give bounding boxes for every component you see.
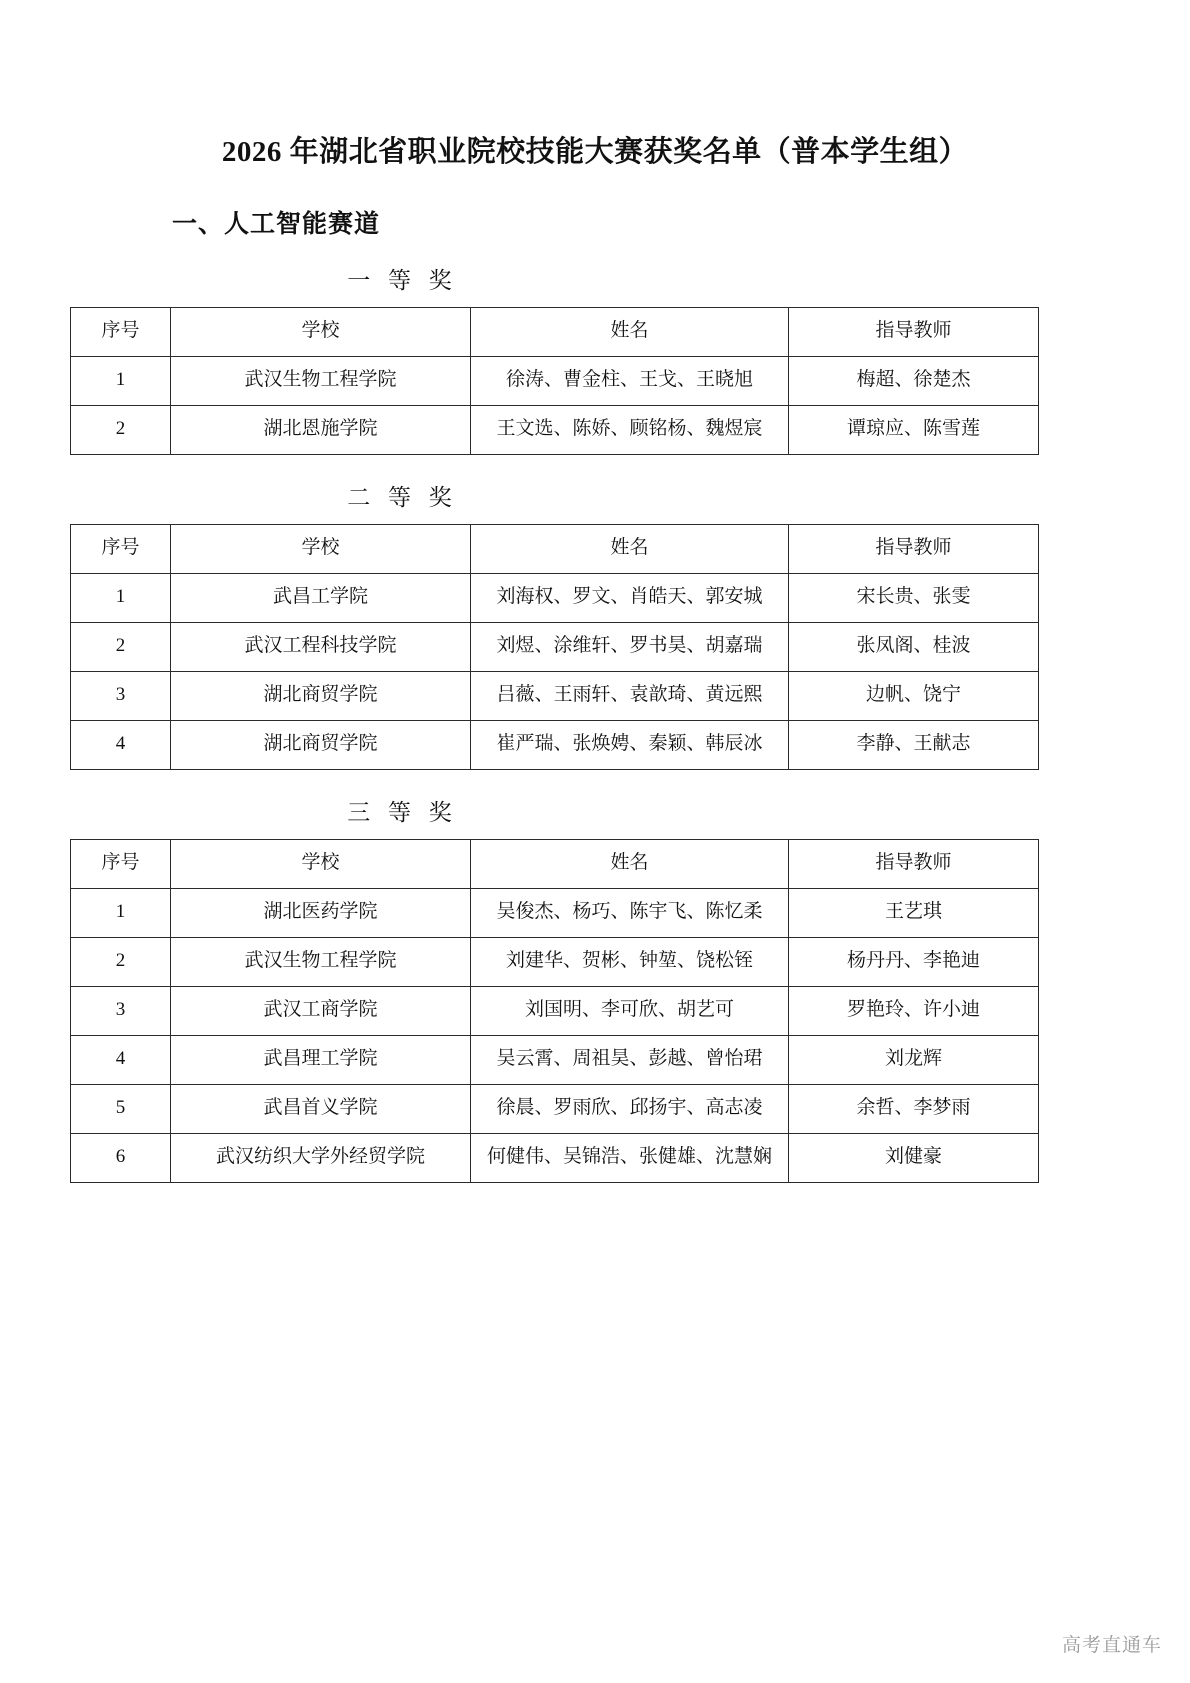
column-header: 指导教师 bbox=[789, 524, 1039, 573]
cell-names: 吴俊杰、杨巧、陈宇飞、陈忆柔 bbox=[471, 888, 789, 937]
cell-index: 1 bbox=[71, 573, 171, 622]
cell-names: 刘海权、罗文、肖皓天、郭安城 bbox=[471, 573, 789, 622]
table-header-row bbox=[71, 839, 1039, 888]
table-row bbox=[71, 405, 1039, 454]
cell-school: 武昌理工学院 bbox=[171, 1035, 471, 1084]
cell-school: 武汉生物工程学院 bbox=[171, 937, 471, 986]
cell-names: 吴云霄、周祖昊、彭越、曾怡珺 bbox=[471, 1035, 789, 1084]
cell-school: 湖北医药学院 bbox=[171, 888, 471, 937]
column-header: 序号 bbox=[71, 839, 171, 888]
cell-teachers: 罗艳玲、许小迪 bbox=[789, 986, 1039, 1035]
cell-school: 武汉生物工程学院 bbox=[171, 356, 471, 405]
cell-names: 刘国明、李可欣、胡艺可 bbox=[471, 986, 789, 1035]
cell-names: 王文选、陈娇、顾铭杨、魏煜宸 bbox=[471, 405, 789, 454]
award-section bbox=[0, 457, 1190, 770]
cell-teachers: 刘健豪 bbox=[789, 1133, 1039, 1182]
cell-teachers: 刘龙辉 bbox=[789, 1035, 1039, 1084]
column-header: 学校 bbox=[171, 839, 471, 888]
award-table bbox=[70, 524, 1039, 770]
cell-index: 2 bbox=[71, 937, 171, 986]
cell-names: 徐涛、曹金柱、王戈、王晓旭 bbox=[471, 356, 789, 405]
column-header: 学校 bbox=[171, 307, 471, 356]
column-header: 姓名 bbox=[471, 307, 789, 356]
award-table bbox=[70, 839, 1039, 1183]
cell-names: 吕薇、王雨轩、袁歆琦、黄远熙 bbox=[471, 671, 789, 720]
table-header-row bbox=[71, 307, 1039, 356]
cell-teachers: 边帆、饶宁 bbox=[789, 671, 1039, 720]
award-section bbox=[0, 240, 1190, 455]
cell-school: 武汉工程科技学院 bbox=[171, 622, 471, 671]
table-row bbox=[71, 1035, 1039, 1084]
award-sections bbox=[0, 240, 1190, 1183]
table-header-row bbox=[71, 524, 1039, 573]
table-row bbox=[71, 937, 1039, 986]
cell-teachers: 王艺琪 bbox=[789, 888, 1039, 937]
table-row bbox=[71, 356, 1039, 405]
cell-school: 湖北商贸学院 bbox=[171, 671, 471, 720]
column-header: 指导教师 bbox=[789, 307, 1039, 356]
cell-teachers: 余哲、李梦雨 bbox=[789, 1084, 1039, 1133]
cell-index: 4 bbox=[71, 1035, 171, 1084]
table-row bbox=[71, 671, 1039, 720]
cell-index: 6 bbox=[71, 1133, 171, 1182]
cell-index: 3 bbox=[71, 986, 171, 1035]
table-row bbox=[71, 888, 1039, 937]
award-level-label: 二 等 奖 bbox=[347, 484, 458, 510]
award-level-label: 一 等 奖 bbox=[347, 267, 458, 293]
cell-teachers: 李静、王献志 bbox=[789, 720, 1039, 769]
column-header: 序号 bbox=[71, 524, 171, 573]
column-header: 指导教师 bbox=[789, 839, 1039, 888]
award-section bbox=[0, 772, 1190, 1183]
cell-index: 2 bbox=[71, 405, 171, 454]
cell-index: 1 bbox=[71, 888, 171, 937]
cell-index: 5 bbox=[71, 1084, 171, 1133]
cell-school: 湖北恩施学院 bbox=[171, 405, 471, 454]
table-row bbox=[71, 1084, 1039, 1133]
page-title: 2026 年湖北省职业院校技能大赛获奖名单（普本学生组） bbox=[221, 136, 969, 168]
cell-school: 湖北商贸学院 bbox=[171, 720, 471, 769]
cell-school: 武昌首义学院 bbox=[171, 1084, 471, 1133]
table-row bbox=[71, 720, 1039, 769]
cell-teachers: 梅超、徐楚杰 bbox=[789, 356, 1039, 405]
table-row bbox=[71, 573, 1039, 622]
cell-index: 1 bbox=[71, 356, 171, 405]
cell-school: 武昌工学院 bbox=[171, 573, 471, 622]
table-row bbox=[71, 1133, 1039, 1182]
table-row bbox=[71, 986, 1039, 1035]
column-header: 学校 bbox=[171, 524, 471, 573]
cell-index: 4 bbox=[71, 720, 171, 769]
cell-teachers: 张凤阁、桂波 bbox=[789, 622, 1039, 671]
column-header: 序号 bbox=[71, 307, 171, 356]
cell-names: 崔严瑞、张焕娉、秦颖、韩辰冰 bbox=[471, 720, 789, 769]
cell-names: 刘建华、贺彬、钟堃、饶松铚 bbox=[471, 937, 789, 986]
award-level-label: 三 等 奖 bbox=[347, 799, 458, 825]
cell-names: 徐晨、罗雨欣、邱扬宇、高志凌 bbox=[471, 1084, 789, 1133]
award-table bbox=[70, 307, 1039, 455]
cell-index: 3 bbox=[71, 671, 171, 720]
column-header: 姓名 bbox=[471, 524, 789, 573]
cell-index: 2 bbox=[71, 622, 171, 671]
cell-school: 武汉纺织大学外经贸学院 bbox=[171, 1133, 471, 1182]
cell-names: 刘煜、涂维轩、罗书昊、胡嘉瑞 bbox=[471, 622, 789, 671]
table-row bbox=[71, 622, 1039, 671]
watermark: 高考直通车 bbox=[1061, 1635, 1162, 1656]
cell-names: 何健伟、吴锦浩、张健雄、沈慧娴 bbox=[471, 1133, 789, 1182]
section-heading-ai-track: 一、人工智能赛道 bbox=[172, 210, 381, 238]
cell-teachers: 谭琼应、陈雪莲 bbox=[789, 405, 1039, 454]
column-header: 姓名 bbox=[471, 839, 789, 888]
cell-school: 武汉工商学院 bbox=[171, 986, 471, 1035]
cell-teachers: 宋长贵、张雯 bbox=[789, 573, 1039, 622]
cell-teachers: 杨丹丹、李艳迪 bbox=[789, 937, 1039, 986]
